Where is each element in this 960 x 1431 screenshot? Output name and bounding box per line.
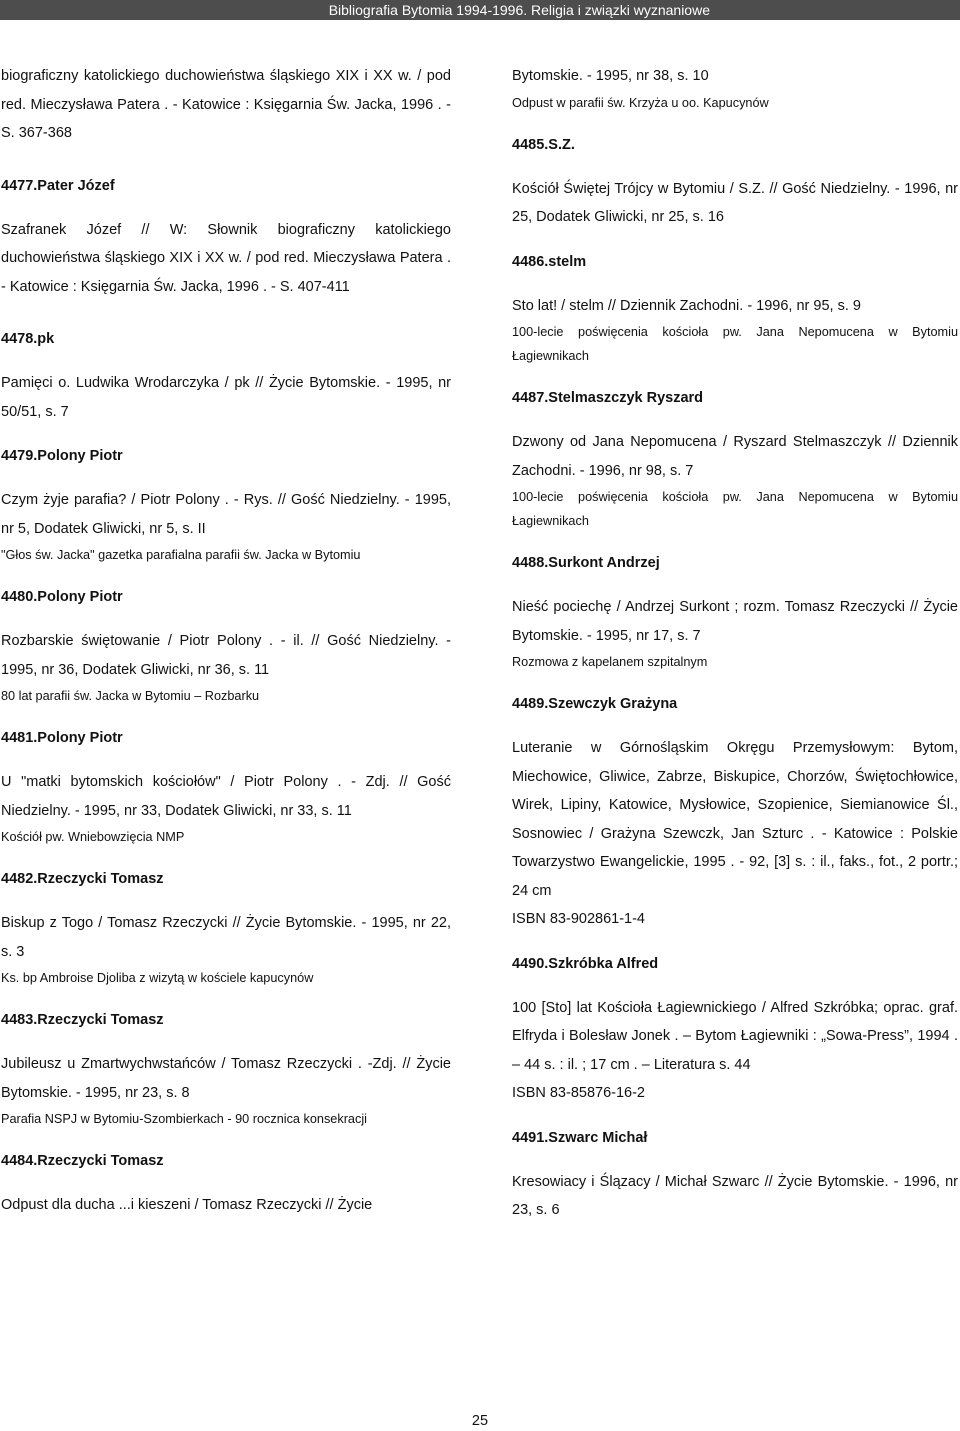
entry-title: Luteranie w Górnośląskim Okręgu Przemysłowym: Bytom, Miechowice, Gliwice, Zabrze, Biskupice, Chorzów, Świętochłowice, Wirek, Lipiny, Katowice, Mysłowice, Szopienice, Siemianowice Śl., Sosnowiec / Grażyna Szewczk, Jan Szturc . - Katowice : Polskie Towarzystwo Ewangelickie, 1995 . - 92, [3] s. : il., faks., fot., 2 portr.; 24 cm — [512, 740, 958, 899]
entry-number: 4491.Szwarc Michał — [512, 1129, 648, 1146]
entry-4488 — [512, 549, 958, 674]
entry-number: 4481.Polony Piotr — [1, 730, 123, 746]
entry-note: Parafia NSPJ w Bytomiu-Szombierkach - 90 rocznica konsekracji — [1, 1112, 367, 1126]
entry-title: Czym żyje parafia? / Piotr Polony . - Rys. // Gość Niedzielny. - 1995, nr 5, Dodatek Gliwicki, nr 5, s. II — [1, 492, 451, 537]
entry-note: 100-lecie poświęcenia kościoła pw. Jana Nepomucena w Bytomiu Łagiewnikach — [512, 325, 958, 363]
entry-title: Biskup z Togo / Tomasz Rzeczycki // Życie Bytomskie. - 1995, nr 22, s. 3 — [1, 915, 451, 960]
entry-title: 100 [Sto] lat Kościoła Łagiewnickiego / Alfred Szkróbka; oprac. graf. Elfryda i Bolesław Jonek . – Bytom Łagiewniki : „Sowa-Press”, 1994 . – 44 s. : il. ; 17 cm . – Literatura s. 44 — [512, 999, 958, 1073]
entry-number: 4489.Szewczyk Grażyna — [512, 696, 678, 712]
entry-4480 — [1, 583, 451, 708]
entry-title: Dzwony od Jana Nepomucena / Ryszard Stelmaszczyk // Dziennik Zachodni. - 1996, nr 98, s. 7 — [512, 434, 958, 479]
entry-note: 80 lat parafii św. Jacka w Bytomiu – Rozbarku — [1, 689, 260, 703]
entry-note: "Głos św. Jacka" gazetka parafialna parafii św. Jacka w Bytomiu — [1, 548, 361, 562]
entry-4483 — [1, 1006, 451, 1131]
entry-title: Jubileusz u Zmartwychwstańców / Tomasz Rzeczycki . -Zdj. // Życie Bytomskie. - 1995, nr 23, s. 8 — [1, 1056, 451, 1101]
right-column — [512, 62, 958, 1225]
header-title: Bibliografia Bytomia 1994-1996. Religia i związki wyznaniowe — [328, 2, 710, 18]
entry-number: 4484.Rzeczycki Tomasz — [1, 1153, 164, 1169]
entry-title: Pamięci o. Ludwika Wrodarczyka / pk // Życie Bytomskie. - 1995, nr 50/51, s. 7 — [1, 375, 451, 420]
continuation-text: biograficzny katolickiego duchowieństwa śląskiego XIX i XX w. / pod red. Mieczysława Patera . - Katowice : Księgarnia Św. Jacka, 1996 . - S. 367-368 — [1, 68, 451, 141]
entry-4481 — [1, 724, 451, 849]
entry-4491 — [512, 1124, 958, 1225]
entry-title: Kościół Świętej Trójcy w Bytomiu / S.Z. // Gość Niedzielny. - 1996, nr 25, Dodatek Gliwicki, nr 25, s. 16 — [512, 180, 958, 225]
entry-number: 4478.pk — [1, 331, 55, 347]
continuation-text: Bytomskie. - 1995, nr 38, s. 10 — [512, 68, 709, 84]
entry-4479 — [1, 442, 451, 567]
entry-4485 — [512, 131, 958, 232]
entry-title: Sto lat! / stelm // Dziennik Zachodni. - 1996, nr 95, s. 9 — [512, 297, 861, 314]
entry-number: 4487.Stelmaszczyk Ryszard — [512, 390, 704, 406]
entry-title: Kresowiacy i Ślązacy / Michał Szwarc // Życie Bytomskie. - 1996, nr 23, s. 6 — [512, 1173, 958, 1218]
entry-4482 — [1, 865, 451, 990]
entry-number: 4488.Surkont Andrzej — [512, 555, 660, 571]
entry-4487 — [512, 384, 958, 533]
entry-4477 — [1, 172, 451, 302]
entry-title: Rozbarskie świętowanie / Piotr Polony . - il. // Gość Niedzielny. - 1995, nr 36, Dodatek Gliwicki, nr 36, s. 11 — [1, 633, 451, 678]
entry-number: 4486.stelm — [512, 253, 587, 270]
page-number: 25 — [471, 1413, 489, 1429]
entry-number: 4490.Szkróbka Alfred — [512, 955, 659, 972]
entry-number: 4485.S.Z. — [512, 136, 575, 153]
entry-number: 4477.Pater Józef — [1, 177, 115, 194]
entry-note: Ks. bp Ambroise Djoliba z wizytą w kościele kapucynów — [1, 971, 314, 985]
entry-title: Odpust dla ducha ...i kieszeni / Tomasz Rzeczycki // Życie — [1, 1197, 373, 1213]
entry-title: Nieść pociechę / Andrzej Surkont ; rozm. Tomasz Rzeczycki // Życie Bytomskie. - 1995, nr 17, s. 7 — [512, 599, 958, 644]
entry-note: 100-lecie poświęcenia kościoła pw. Jana Nepomucena w Bytomiu Łagiewnikach — [512, 490, 958, 528]
entry-4489 — [512, 690, 958, 934]
entry-isbn: ISBN 83-85876-16-2 — [512, 1085, 645, 1101]
entry-4486 — [512, 248, 958, 369]
left-column — [1, 62, 451, 1220]
entry-title: Szafranek Józef // W: Słownik biograficzny katolickiego duchowieństwa śląskiego XIX i XX w. / pod red. Mieczysława Patera . - Katowice : Księgarnia Św. Jacka, 1996 . - S. 407-411 — [1, 221, 451, 295]
entry-4490 — [512, 950, 958, 1108]
entry-note: Rozmowa z kapelanem szpitalnym — [512, 655, 708, 669]
entry-title: U "matki bytomskich kościołów" / Piotr Polony . - Zdj. // Gość Niedzielny. - 1995, nr 33, Dodatek Gliwicki, nr 33, s. 11 — [1, 774, 451, 819]
entry-number: 4480.Polony Piotr — [1, 589, 123, 605]
page-header — [0, 0, 960, 20]
entry-number: 4482.Rzeczycki Tomasz — [1, 871, 164, 887]
entry-number: 4483.Rzeczycki Tomasz — [1, 1012, 164, 1028]
continuation-note: Odpust w parafii św. Krzyża u oo. Kapucynów — [512, 95, 769, 110]
entry-4478 — [1, 325, 451, 426]
entry-4484 — [1, 1147, 451, 1220]
entry-number: 4479.Polony Piotr — [1, 448, 123, 464]
entry-isbn: ISBN 83-902861-1-4 — [512, 911, 645, 927]
entry-note: Kościół pw. Wniebowzięcia NMP — [1, 830, 185, 844]
